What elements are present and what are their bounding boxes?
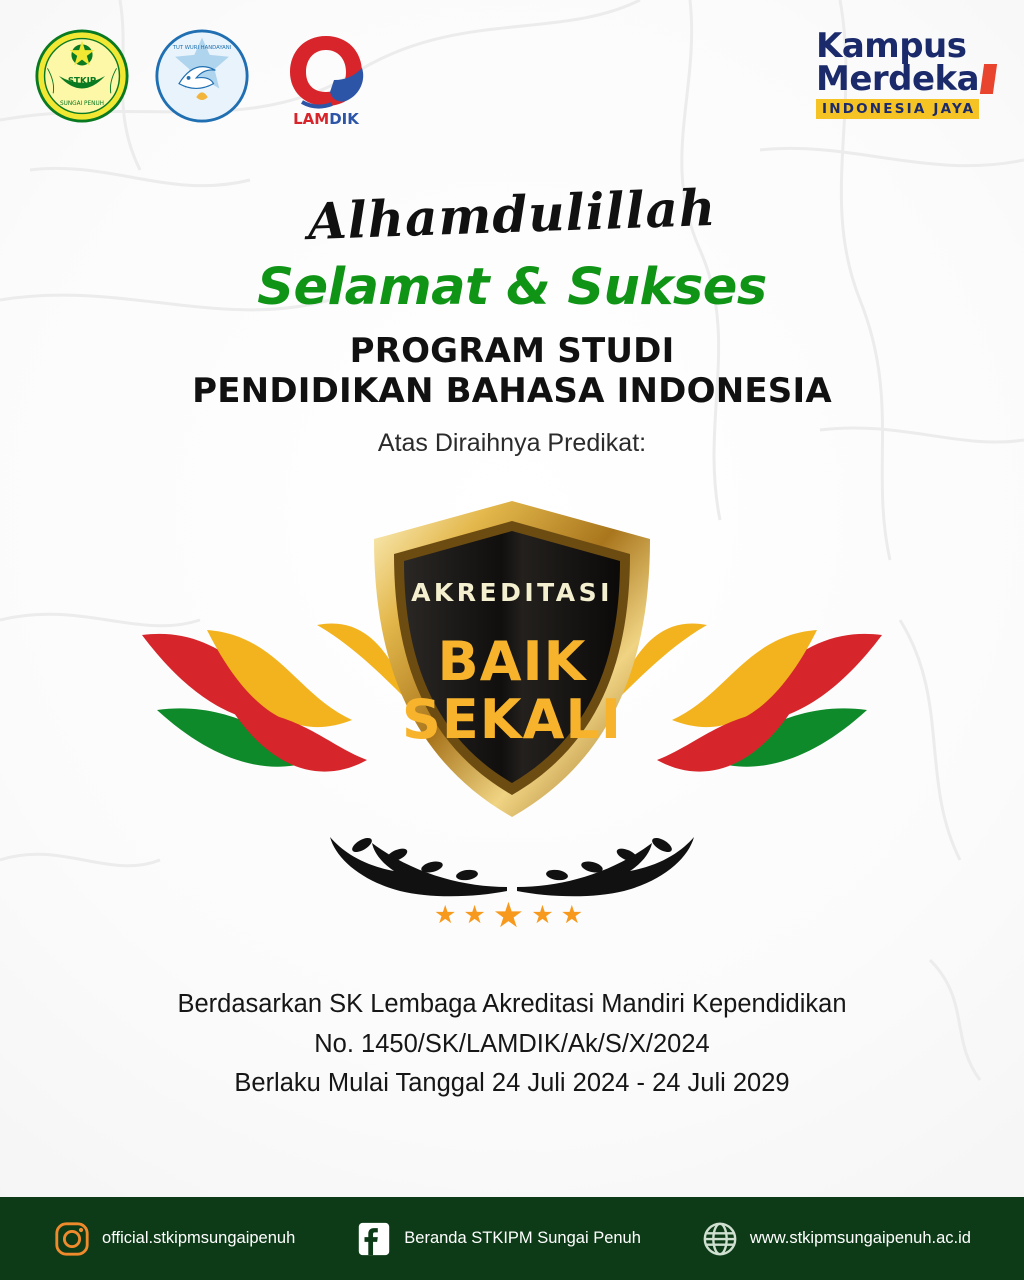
instagram-handle: official.stkipmsungaipenuh bbox=[102, 1229, 296, 1247]
shield-badge bbox=[362, 495, 662, 825]
instagram-icon[interactable] bbox=[53, 1220, 91, 1258]
headline-block bbox=[0, 177, 1024, 458]
predicate-line-2: SEKALI bbox=[402, 687, 622, 751]
kampus-merdeka-line1: Kampus bbox=[816, 26, 967, 66]
facebook-contact[interactable] bbox=[355, 1220, 641, 1258]
svg-text:TUT WURI HANDAYANI: TUT WURI HANDAYANI bbox=[172, 45, 232, 52]
program-line-2: PENDIDIKAN BAHASA INDONESIA bbox=[192, 371, 832, 412]
instagram-contact[interactable] bbox=[53, 1220, 295, 1258]
decree-line-2: No. 1450/SK/LAMDIK/Ak/S/X/2024 bbox=[314, 1029, 710, 1058]
congratulations-text: Selamat & Sukses bbox=[257, 258, 767, 317]
kampus-merdeka-accent-bar bbox=[980, 64, 997, 94]
shield-shape bbox=[362, 495, 662, 825]
star-rating: ★★★★★ bbox=[433, 896, 591, 935]
website-url: www.stkipmsungaipenuh.ac.id bbox=[749, 1229, 971, 1247]
institution-logos bbox=[34, 28, 378, 128]
predicate-line-1: BAIK bbox=[437, 630, 587, 693]
svg-text:STKIP: STKIP bbox=[67, 76, 97, 87]
accreditation-label: AKREDITASI bbox=[411, 578, 613, 607]
facebook-page: Beranda STKIPM Sungai Penuh bbox=[404, 1229, 641, 1247]
accreditation-emblem bbox=[0, 495, 1024, 965]
subtitle-text: Atas Diraihnya Predikat: bbox=[377, 429, 647, 458]
svg-text:SUNGAI PENUH: SUNGAI PENUH bbox=[59, 100, 105, 107]
kampus-merdeka-line2: Merdeka bbox=[816, 59, 980, 100]
alhamdulillah-script: Alhamdulillah bbox=[306, 177, 718, 252]
decree-line-1: Berdasarkan SK Lembaga Akreditasi Mandiri Kependidikan bbox=[177, 990, 847, 1018]
globe-icon[interactable] bbox=[701, 1220, 739, 1258]
stkip-muhammadiyah-logo bbox=[34, 28, 130, 124]
svg-text:LAMDIK: LAMDIK bbox=[293, 110, 359, 128]
kampus-merdeka-logo bbox=[816, 26, 998, 119]
accreditation-decree-note bbox=[0, 985, 1024, 1104]
tut-wuri-handayani-logo bbox=[154, 28, 250, 124]
laurel-wreath-icon bbox=[302, 825, 722, 905]
lamdik-logo bbox=[274, 28, 378, 128]
website-contact[interactable] bbox=[701, 1220, 971, 1258]
footer-contact-bar bbox=[0, 1197, 1024, 1280]
decree-line-3: Berlaku Mulai Tanggal 24 Juli 2024 - 24 Juli 2029 bbox=[234, 1069, 790, 1098]
kampus-merdeka-tagline: INDONESIA JAYA bbox=[816, 99, 979, 119]
program-line-1: PROGRAM STUDI bbox=[349, 331, 675, 371]
facebook-icon[interactable] bbox=[355, 1220, 393, 1258]
